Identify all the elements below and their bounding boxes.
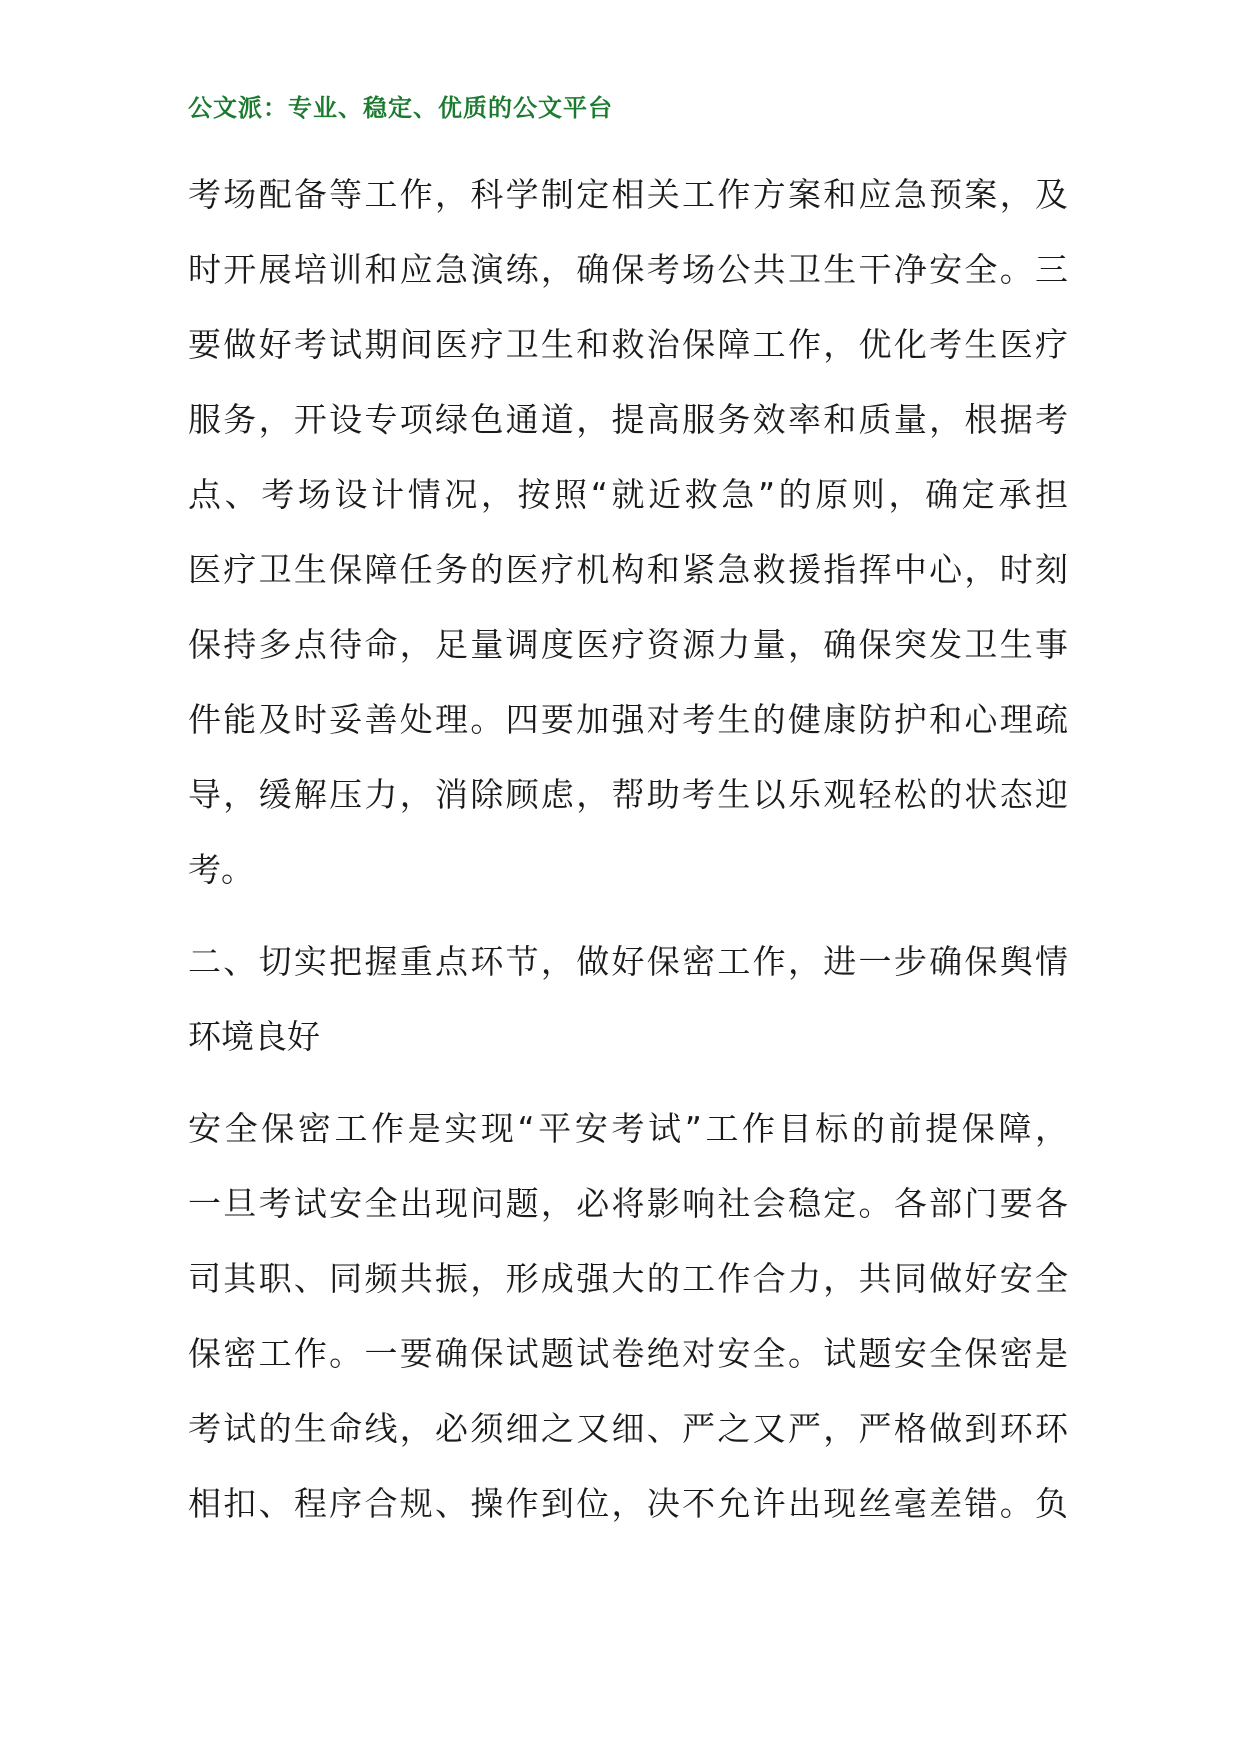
site-header: 公文派：专业、稳定、优质的公文平台 (188, 94, 613, 122)
paragraph-line: 时开展培训和应急演练，确保考场公共卫生干净安全。三 (188, 250, 1068, 289)
section-heading-line: 环境良好 (188, 1017, 320, 1056)
paragraph-line: 司其职、同频共振，形成强大的工作合力，共同做好安全 (188, 1259, 1068, 1298)
paragraph-line: 点、考场设计情况，按照“就近救急”的原则，确定承担 (188, 475, 1068, 514)
paragraph-line: 服务，开设专项绿色通道，提高服务效率和质量，根据考 (188, 400, 1068, 439)
paragraph-line: 医疗卫生保障任务的医疗机构和紧急救援指挥中心，时刻 (188, 550, 1068, 589)
paragraph-line: 相扣、程序合规、操作到位，决不允许出现丝毫差错。负 (188, 1484, 1068, 1523)
paragraph-line: 要做好考试期间医疗卫生和救治保障工作，优化考生医疗 (188, 325, 1068, 364)
paragraph-line: 考。 (188, 850, 254, 889)
paragraph-line: 一旦考试安全出现问题，必将影响社会稳定。各部门要各 (188, 1184, 1068, 1223)
paragraph-line: 件能及时妥善处理。四要加强对考生的健康防护和心理疏 (188, 700, 1068, 739)
paragraph-line: 考场配备等工作，科学制定相关工作方案和应急预案，及 (188, 175, 1068, 214)
paragraph-line: 考试的生命线，必须细之又细、严之又严，严格做到环环 (188, 1409, 1068, 1448)
paragraph-line: 安全保密工作是实现“平安考试”工作目标的前提保障， (188, 1109, 1068, 1148)
paragraph-line: 保持多点待命，足量调度医疗资源力量，确保突发卫生事 (188, 625, 1068, 664)
paragraph-line: 导，缓解压力，消除顾虑，帮助考生以乐观轻松的状态迎 (188, 775, 1068, 814)
paragraph-line: 保密工作。一要确保试题试卷绝对安全。试题安全保密是 (188, 1334, 1068, 1373)
section-heading-line: 二、切实把握重点环节，做好保密工作，进一步确保舆情 (188, 942, 1068, 981)
